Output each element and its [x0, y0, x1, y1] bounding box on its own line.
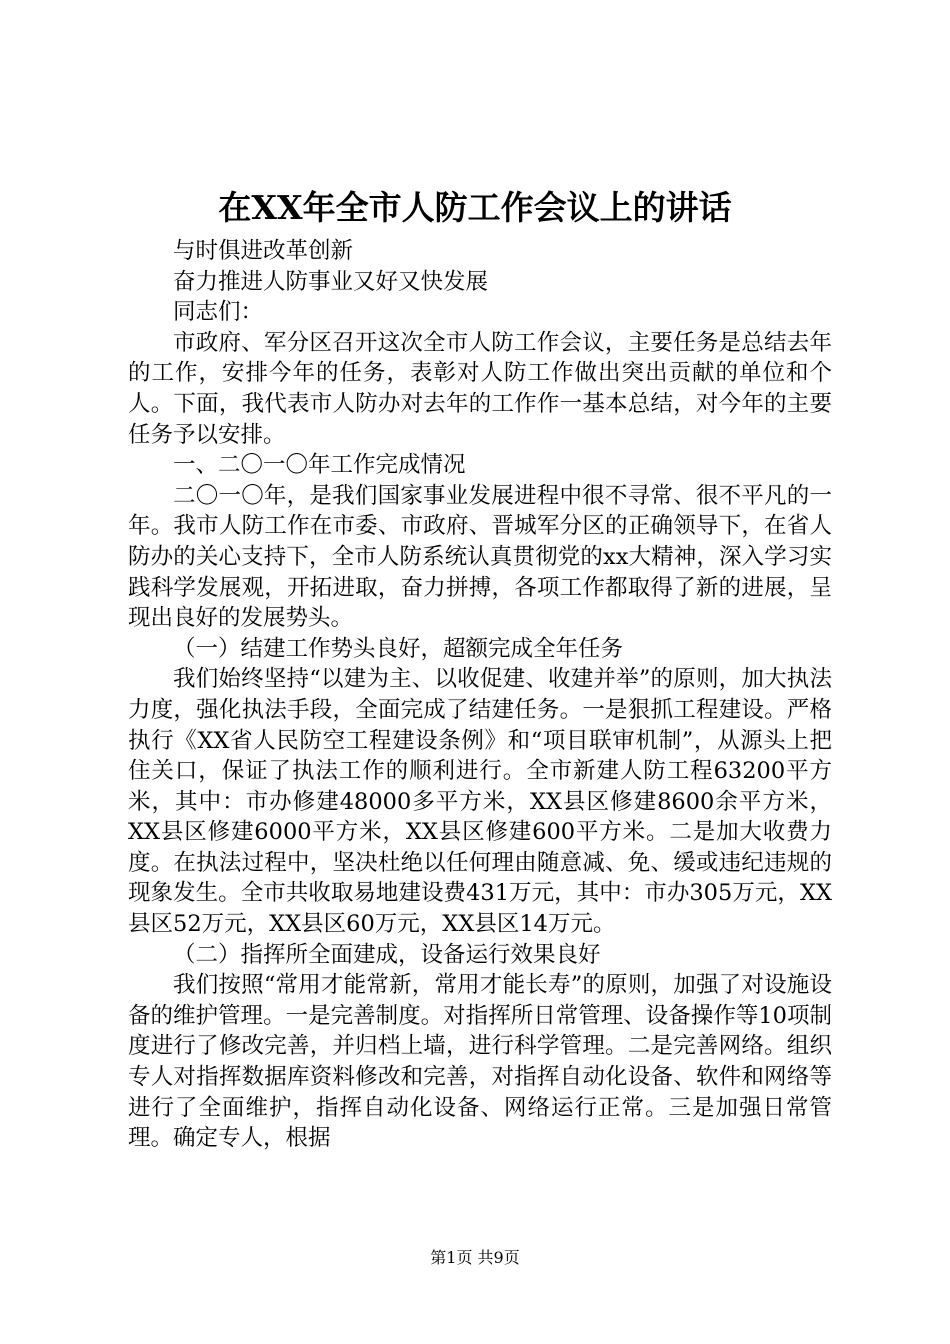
- document-body: [128, 236, 832, 1154]
- section-heading-1: 一、二〇一〇年工作完成情况: [173, 452, 466, 479]
- document-title: 在XX年全市人防工作会议上的讲话: [218, 188, 732, 227]
- paragraph-command-post: 我们按照“常用才能常新，常用才能长寿”的原则，加强了对设施设备的维护管理。一是完善制度。对指挥所日常管理、设备操作等10项制度进行了修改完善，并归档上墙，进行科学管理。二是完善网络。组织专人对指挥数据库资料修改和完善，对指挥自动化设备、软件和网络等进行了全面维护，指挥自动化设备、网络运行正常。三是加强日常管理。确定专人，根据: [128, 972, 832, 1152]
- paragraph-intro: 市政府、军分区召开这次全市人防工作会议，主要任务是总结去年的工作，安排今年的任务，表彰对人防工作做出突出贡献的单位和个人。下面，我代表市人防办对去年的工作作一基本总结，对今年的主要任务予以安排。: [128, 329, 832, 448]
- subsection-heading-2: （二）指挥所全面建成，设备运行效果良好: [173, 941, 601, 968]
- subtitle-line-2: 奋力推进人防事业又好又快发展: [173, 268, 489, 295]
- subsection-heading-1: （一）结建工作势头良好，超额完成全年任务: [173, 635, 624, 662]
- page-footer: 第1页 共9页: [430, 1248, 520, 1267]
- subtitle-line-1: 与时俱进改革创新: [173, 238, 354, 264]
- salutation: 同志们：: [173, 299, 264, 326]
- paragraph-construction: 我们始终坚持“以建为主、以收促建、收建并举”的原则，加大执法力度，强化执法手段，全面完成了结建任务。一是狠抓工程建设。严格执行《XX省人民防空工程建设条例》和“项目联审机制”，从源头上把住关口，保证了执法工作的顺利进行。全市新建人防工程63200平方米，其中：市办修建48000多平方米，XX县区修建8600余平方米，XX县区修建6000平方米，XX县区修建600平方米。二是加大收费力度。在执法过程中，坚决杜绝以任何理由随意减、免、缓或违纪违规的现象发生。全市共收取易地建设费431万元，其中：市办305万元，XX县区52万元，XX县区60万元，XX县区14万元。: [128, 666, 832, 938]
- paragraph-overview: 二〇一〇年，是我们国家事业发展进程中很不寻常、很不平凡的一年。我市人防工作在市委、市政府、晋城军分区的正确领导下，在省人防办的关心支持下，全市人防系统认真贯彻党的xx大精神，深入学习实践科学发展观，开拓进取，奋力拼搏，各项工作都取得了新的进展，呈现出良好的发展势头。: [128, 482, 832, 632]
